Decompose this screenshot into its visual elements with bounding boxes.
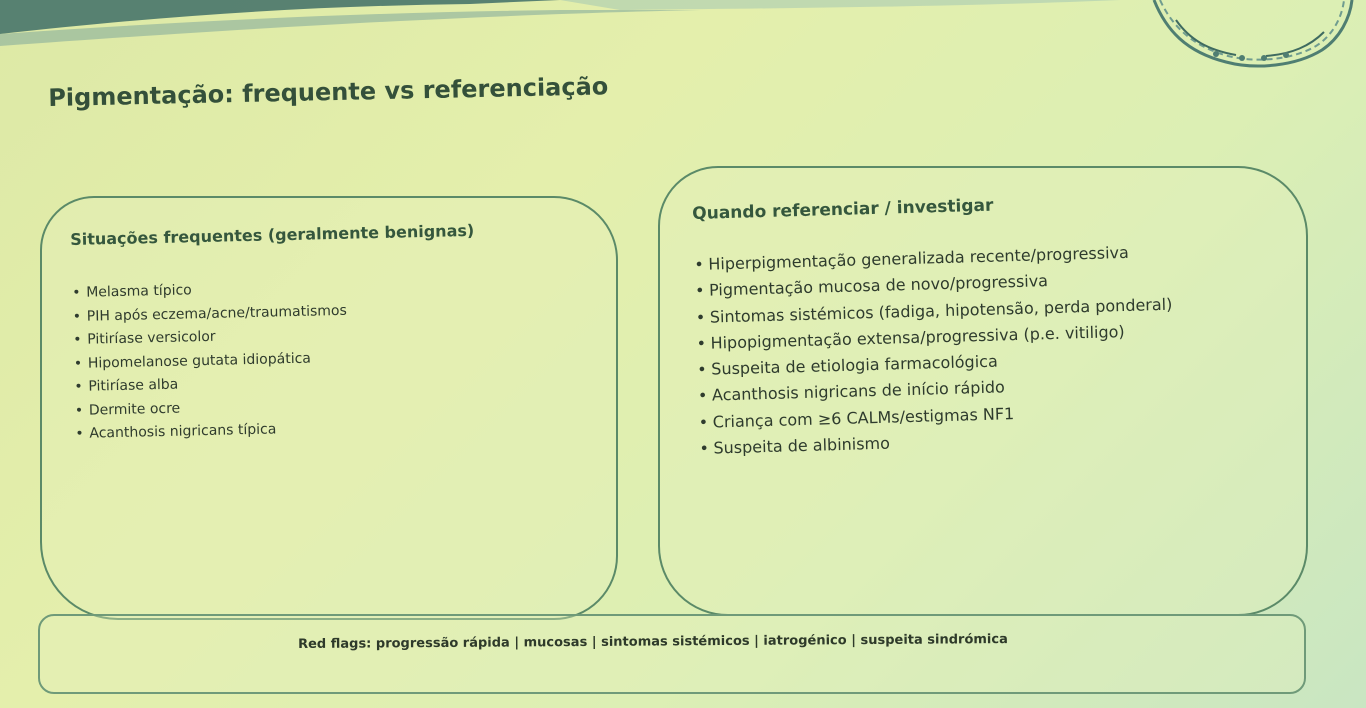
- list-item: • Criança com ≥6 CALMs/estigmas NF1: [698, 396, 1175, 436]
- list-item: • Suspeita de etiologia farmacológica: [697, 344, 1174, 384]
- list-item: • Hipopigmentação extensa/progressiva (p.e. vitiligo): [696, 318, 1173, 358]
- list-item: • Melasma típico: [72, 276, 347, 306]
- frequent-situations-heading: Situações frequentes (geralmente benignas): [70, 220, 475, 249]
- list-item: • Pigmentação mucosa de novo/progressiva: [695, 265, 1172, 305]
- list-item: • PIH após eczema/acne/traumatismos: [73, 299, 348, 329]
- list-item: • Suspeita de albinismo: [699, 423, 1176, 463]
- red-flags-text: Red flags: progressão rápida | mucosas | sintomas sistémicos | iatrogénico | suspeita sindrómica: [298, 632, 1008, 652]
- frequent-situations-list: [72, 276, 350, 447]
- list-item: • Pitiríase alba: [74, 370, 349, 400]
- decorative-knot-ornament-icon: [1146, 0, 1356, 72]
- list-item: • Sintomas sistémicos (fadiga, hipotensão, perda ponderal): [695, 291, 1172, 331]
- list-item: • Hipomelanose gutata idiopática: [74, 346, 349, 376]
- list-item: • Dermite ocre: [75, 393, 350, 423]
- red-flags-banner: [38, 614, 1306, 694]
- list-item: • Hiperpigmentação generalizada recente/progressiva: [694, 239, 1171, 279]
- list-item: • Pitiríase versicolor: [73, 323, 348, 353]
- referral-criteria-list: [694, 239, 1176, 463]
- list-item: • Acanthosis nigricans típica: [75, 417, 350, 447]
- slide-title: Pigmentação: frequente vs referenciação: [48, 72, 609, 112]
- list-item: • Acanthosis nigricans de início rápido: [698, 370, 1175, 410]
- referral-heading: Quando referenciar / investigar: [692, 195, 994, 224]
